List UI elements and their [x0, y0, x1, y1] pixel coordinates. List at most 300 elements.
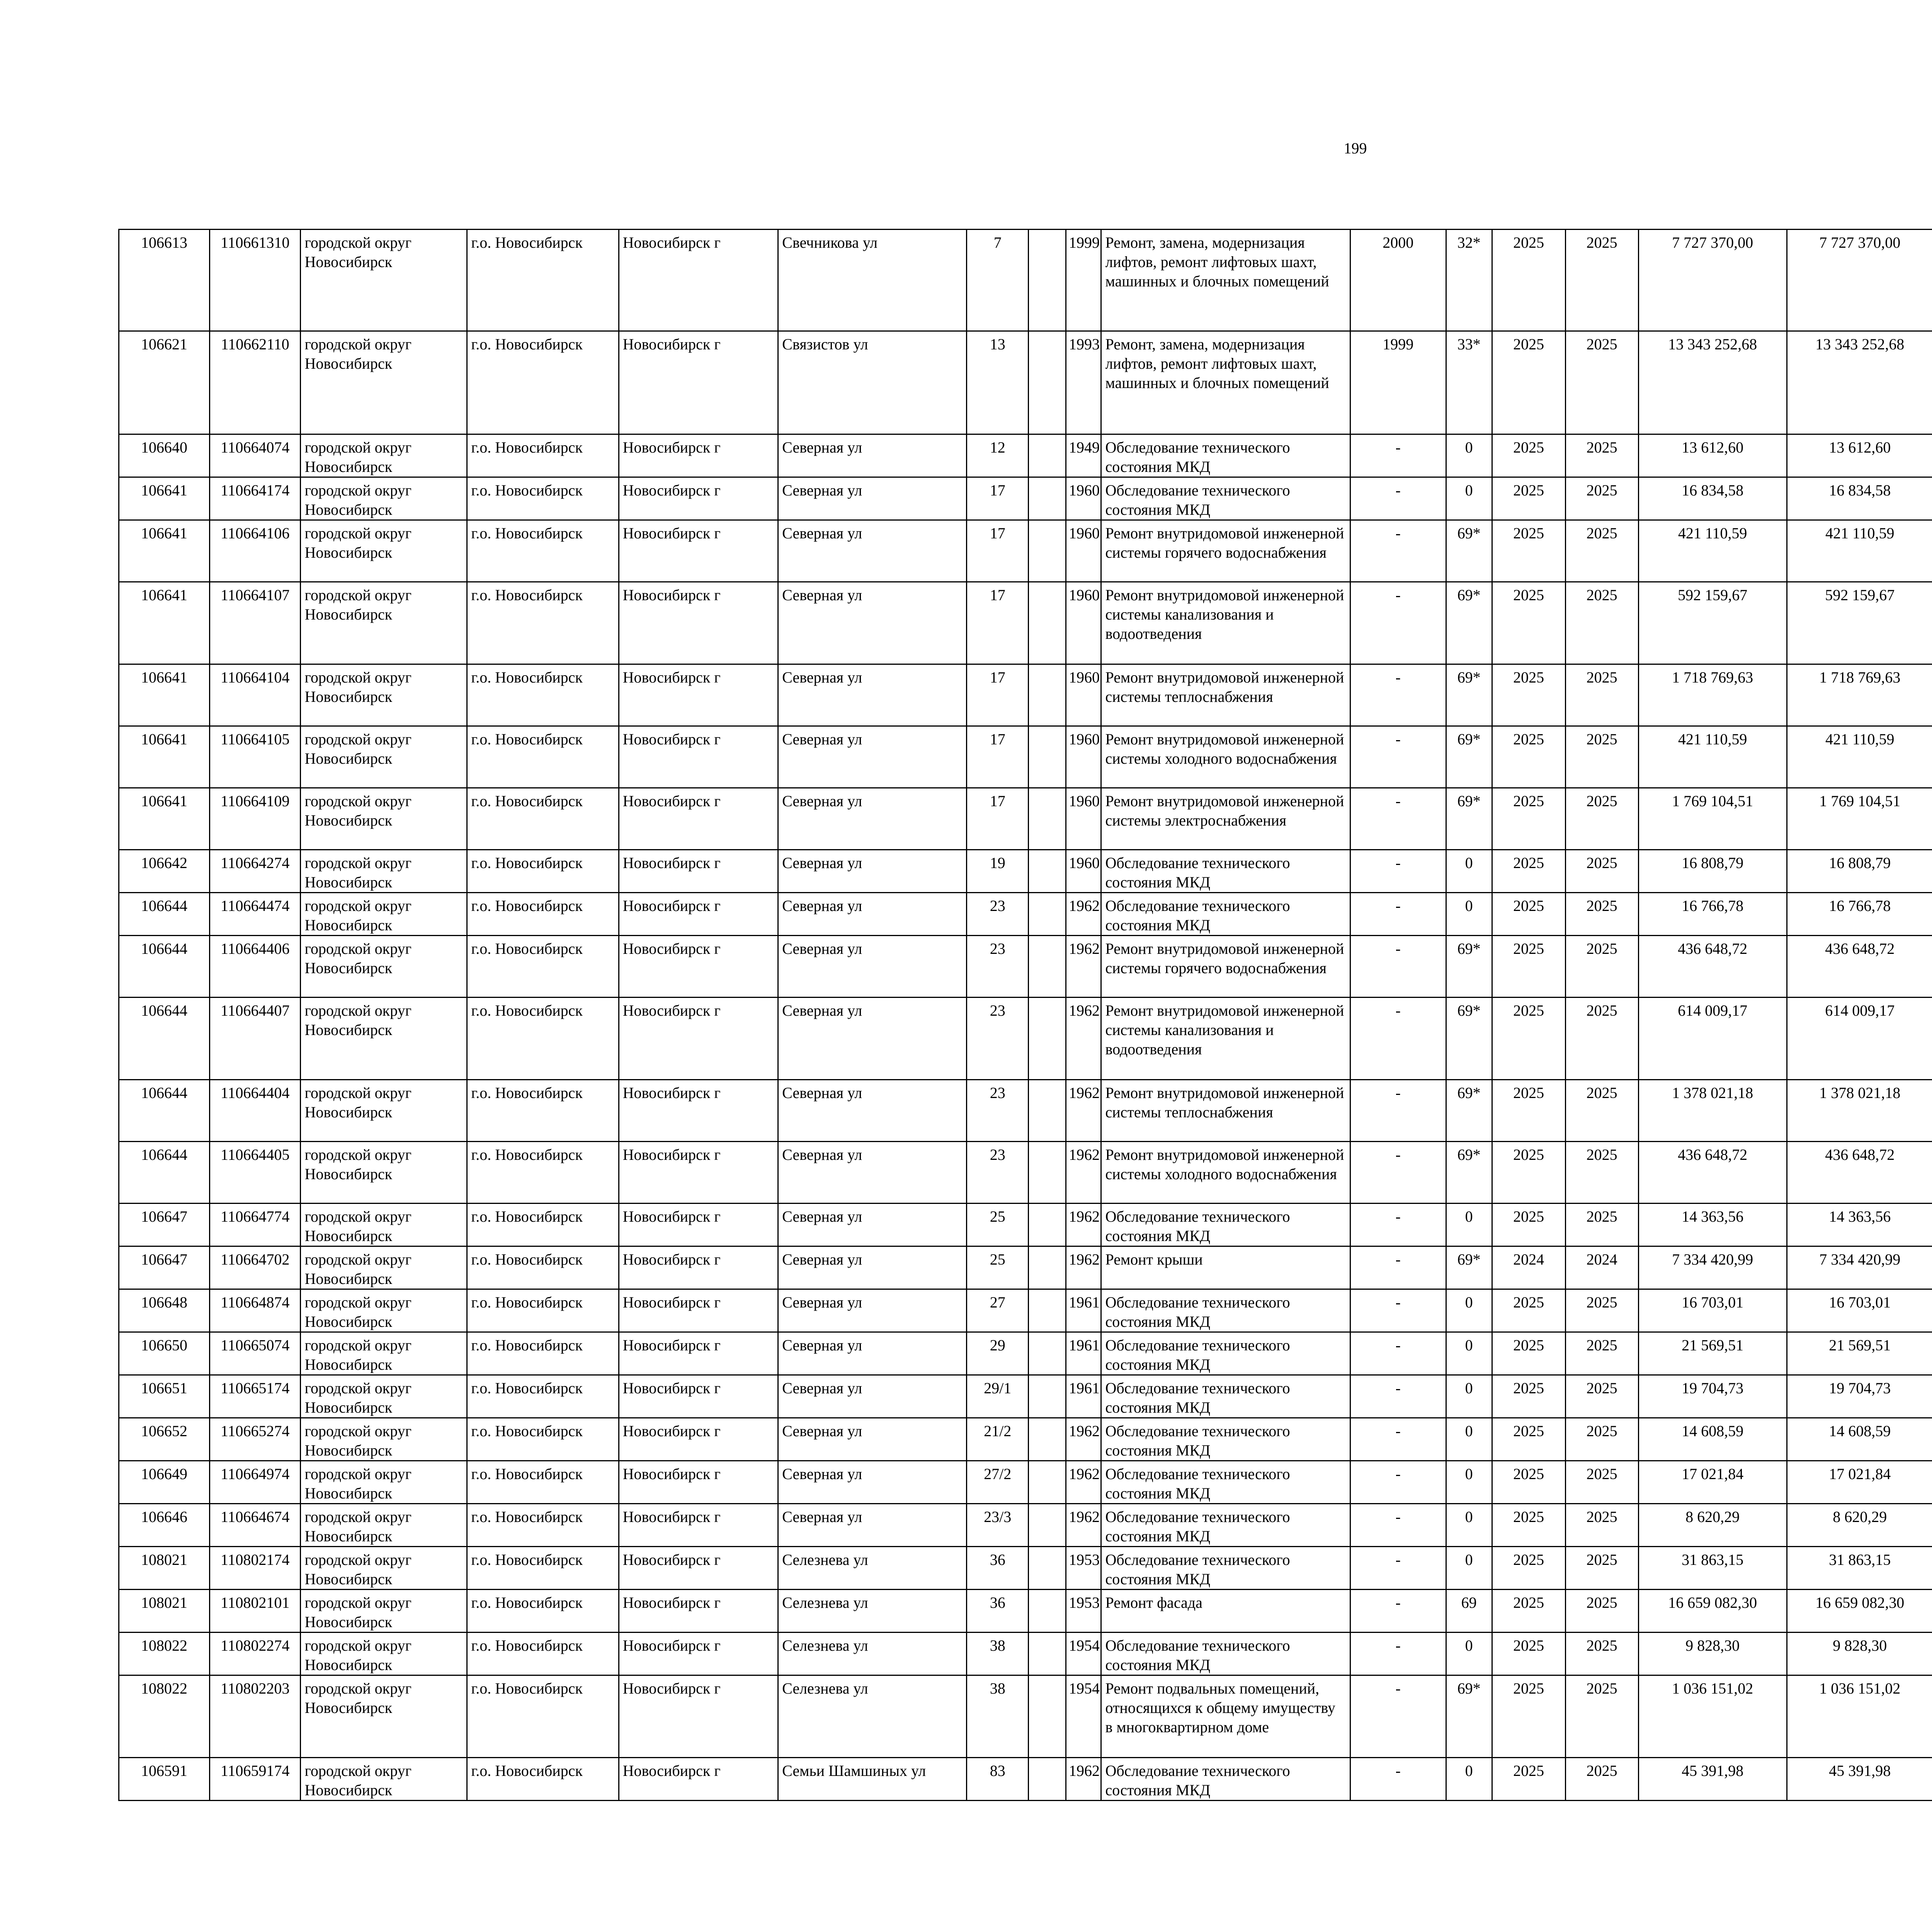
cell-house-number: 23: [966, 1142, 1029, 1204]
cell-corpus: [1029, 230, 1066, 331]
cell-work-type: Обследование технического состояния МКД: [1101, 1332, 1350, 1375]
cell-plan-year-start: 2025: [1492, 331, 1565, 434]
cell-house-number: 12: [966, 434, 1029, 477]
cell-build-year: 1954: [1066, 1675, 1101, 1758]
cell-locality: Новосибирск г: [619, 1675, 778, 1758]
cell-lift-commissioning-year: -: [1350, 1204, 1446, 1246]
cell-total-cost: 16 766,78: [1638, 893, 1787, 936]
cell-locality: Новосибирск г: [619, 520, 778, 582]
cell-house-number: 7: [966, 230, 1029, 331]
cell-work-type: Ремонт внутридомовой инженерной системы горячего водоснабжения: [1101, 520, 1350, 582]
cell-locality: Новосибирск г: [619, 1504, 778, 1547]
cell-fund-cost: 8 620,29: [1787, 1504, 1932, 1547]
cell-street: Северная ул: [778, 726, 967, 788]
cell-locality: Новосибирск г: [619, 434, 778, 477]
cell-build-year: 1962: [1066, 1142, 1101, 1204]
cell-corpus: [1029, 434, 1066, 477]
cell-work-code: 110802101: [209, 1590, 301, 1633]
cell-work-code: 110665174: [209, 1375, 301, 1418]
cell-house-number: 23: [966, 998, 1029, 1080]
cell-wear-percent: 0: [1446, 477, 1492, 520]
cell-work-type: Обследование технического состояния МКД: [1101, 1504, 1350, 1547]
cell-municipality: г.о. Новосибирск: [467, 1246, 619, 1289]
cell-build-year: 1960: [1066, 850, 1101, 893]
cell-corpus: [1029, 936, 1066, 998]
cell-corpus: [1029, 1418, 1066, 1461]
cell-street: Северная ул: [778, 936, 967, 998]
cell-plan-year-end: 2025: [1565, 1461, 1638, 1504]
cell-total-cost: 16 808,79: [1638, 850, 1787, 893]
cell-street: Северная ул: [778, 893, 967, 936]
cell-municipal-district: городской округ Новосибирск: [301, 788, 467, 850]
cell-corpus: [1029, 520, 1066, 582]
cell-municipal-district: городской округ Новосибирск: [301, 850, 467, 893]
cell-work-type: Обследование технического состояния МКД: [1101, 1461, 1350, 1504]
cell-plan-year-start: 2025: [1492, 664, 1565, 726]
cell-locality: Новосибирск г: [619, 1080, 778, 1142]
table-row: [119, 1461, 1932, 1504]
cell-plan-year-start: 2025: [1492, 1332, 1565, 1375]
table-row: [119, 936, 1932, 998]
cell-build-year: 1962: [1066, 1461, 1101, 1504]
table-row: [119, 1758, 1932, 1801]
cell-plan-year-end: 2025: [1565, 788, 1638, 850]
cell-plan-year-end: 2025: [1565, 1375, 1638, 1418]
cell-corpus: [1029, 788, 1066, 850]
cell-work-code: 110664107: [209, 582, 301, 664]
cell-plan-year-start: 2025: [1492, 520, 1565, 582]
cell-plan-year-end: 2025: [1565, 1590, 1638, 1633]
cell-fund-cost: 1 036 151,02: [1787, 1675, 1932, 1758]
cell-object-id: 106641: [119, 520, 210, 582]
cell-fund-cost: 592 159,67: [1787, 582, 1932, 664]
cell-build-year: 1962: [1066, 1246, 1101, 1289]
cell-wear-percent: 69*: [1446, 998, 1492, 1080]
cell-plan-year-end: 2025: [1565, 331, 1638, 434]
cell-build-year: 1962: [1066, 1080, 1101, 1142]
cell-work-type: Ремонт подвальных помещений, относящихся к общему имуществу в многоквартирном доме: [1101, 1675, 1350, 1758]
cell-object-id: 106648: [119, 1289, 210, 1332]
cell-plan-year-end: 2025: [1565, 1675, 1638, 1758]
cell-plan-year-end: 2025: [1565, 1080, 1638, 1142]
cell-fund-cost: 421 110,59: [1787, 726, 1932, 788]
cell-lift-commissioning-year: -: [1350, 1080, 1446, 1142]
cell-corpus: [1029, 1246, 1066, 1289]
cell-work-type: Ремонт, замена, модернизация лифтов, ремонт лифтовых шахт, машинных и блочных помещений: [1101, 331, 1350, 434]
cell-object-id: 106641: [119, 582, 210, 664]
cell-plan-year-start: 2025: [1492, 1375, 1565, 1418]
cell-fund-cost: 17 021,84: [1787, 1461, 1932, 1504]
cell-wear-percent: 0: [1446, 1758, 1492, 1801]
table-row: [119, 1590, 1932, 1633]
cell-lift-commissioning-year: 2000: [1350, 230, 1446, 331]
cell-municipality: г.о. Новосибирск: [467, 1080, 619, 1142]
table-row: [119, 664, 1932, 726]
cell-plan-year-start: 2025: [1492, 1204, 1565, 1246]
table-row: [119, 1080, 1932, 1142]
cell-build-year: 1993: [1066, 331, 1101, 434]
cell-plan-year-start: 2024: [1492, 1246, 1565, 1289]
cell-lift-commissioning-year: -: [1350, 1246, 1446, 1289]
table-row: [119, 434, 1932, 477]
cell-house-number: 25: [966, 1204, 1029, 1246]
cell-fund-cost: 16 659 082,30: [1787, 1590, 1932, 1633]
cell-build-year: 1949: [1066, 434, 1101, 477]
cell-lift-commissioning-year: -: [1350, 1758, 1446, 1801]
cell-work-code: 110664109: [209, 788, 301, 850]
cell-lift-commissioning-year: -: [1350, 1633, 1446, 1675]
cell-total-cost: 1 378 021,18: [1638, 1080, 1787, 1142]
cell-wear-percent: 69*: [1446, 1246, 1492, 1289]
cell-build-year: 1962: [1066, 893, 1101, 936]
cell-work-type: Ремонт крыши: [1101, 1246, 1350, 1289]
cell-house-number: 29/1: [966, 1375, 1029, 1418]
cell-locality: Новосибирск г: [619, 893, 778, 936]
cell-work-type: Ремонт внутридомовой инженерной системы электроснабжения: [1101, 788, 1350, 850]
cell-plan-year-start: 2025: [1492, 1418, 1565, 1461]
cell-municipal-district: городской округ Новосибирск: [301, 1504, 467, 1547]
cell-corpus: [1029, 664, 1066, 726]
cell-build-year: 1999: [1066, 230, 1101, 331]
cell-municipality: г.о. Новосибирск: [467, 936, 619, 998]
cell-fund-cost: 16 834,58: [1787, 477, 1932, 520]
cell-plan-year-end: 2025: [1565, 893, 1638, 936]
cell-house-number: 25: [966, 1246, 1029, 1289]
cell-plan-year-end: 2025: [1565, 936, 1638, 998]
cell-municipality: г.о. Новосибирск: [467, 726, 619, 788]
cell-plan-year-end: 2025: [1565, 850, 1638, 893]
cell-wear-percent: 0: [1446, 1332, 1492, 1375]
cell-wear-percent: 69*: [1446, 1080, 1492, 1142]
cell-corpus: [1029, 477, 1066, 520]
cell-street: Северная ул: [778, 434, 967, 477]
cell-fund-cost: 13 612,60: [1787, 434, 1932, 477]
cell-lift-commissioning-year: -: [1350, 434, 1446, 477]
cell-plan-year-end: 2025: [1565, 1758, 1638, 1801]
cell-total-cost: 14 363,56: [1638, 1204, 1787, 1246]
cell-municipal-district: городской округ Новосибирск: [301, 1080, 467, 1142]
cell-work-code: 110664974: [209, 1461, 301, 1504]
cell-municipal-district: городской округ Новосибирск: [301, 1418, 467, 1461]
cell-work-type: Обследование технического состояния МКД: [1101, 1758, 1350, 1801]
cell-fund-cost: 19 704,73: [1787, 1375, 1932, 1418]
cell-corpus: [1029, 1758, 1066, 1801]
cell-wear-percent: 0: [1446, 893, 1492, 936]
cell-locality: Новосибирск г: [619, 230, 778, 331]
cell-plan-year-start: 2025: [1492, 1504, 1565, 1547]
cell-municipality: г.о. Новосибирск: [467, 664, 619, 726]
cell-object-id: 106641: [119, 477, 210, 520]
cell-plan-year-end: 2025: [1565, 1204, 1638, 1246]
cell-fund-cost: 45 391,98: [1787, 1758, 1932, 1801]
cell-lift-commissioning-year: -: [1350, 664, 1446, 726]
cell-plan-year-start: 2025: [1492, 936, 1565, 998]
cell-object-id: 106651: [119, 1375, 210, 1418]
cell-plan-year-start: 2025: [1492, 230, 1565, 331]
table-row: [119, 477, 1932, 520]
cell-work-type: Обследование технического состояния МКД: [1101, 1289, 1350, 1332]
cell-work-type: Обследование технического состояния МКД: [1101, 477, 1350, 520]
cell-house-number: 23/3: [966, 1504, 1029, 1547]
table-row: [119, 893, 1932, 936]
cell-plan-year-start: 2025: [1492, 1080, 1565, 1142]
cell-lift-commissioning-year: 1999: [1350, 331, 1446, 434]
cell-street: Селезнева ул: [778, 1675, 967, 1758]
cell-work-type: Ремонт внутридомовой инженерной системы холодного водоснабжения: [1101, 726, 1350, 788]
cell-municipality: г.о. Новосибирск: [467, 850, 619, 893]
cell-fund-cost: 16 808,79: [1787, 850, 1932, 893]
cell-plan-year-start: 2025: [1492, 1142, 1565, 1204]
cell-work-code: 110664274: [209, 850, 301, 893]
table-row: [119, 1289, 1932, 1332]
cell-wear-percent: 69*: [1446, 582, 1492, 664]
cell-work-code: 110664174: [209, 477, 301, 520]
cell-locality: Новосибирск г: [619, 850, 778, 893]
cell-corpus: [1029, 1590, 1066, 1633]
cell-plan-year-start: 2025: [1492, 1633, 1565, 1675]
cell-municipality: г.о. Новосибирск: [467, 1375, 619, 1418]
cell-street: Северная ул: [778, 582, 967, 664]
cell-house-number: 21/2: [966, 1418, 1029, 1461]
cell-total-cost: 9 828,30: [1638, 1633, 1787, 1675]
table-row: [119, 230, 1932, 331]
cell-plan-year-end: 2025: [1565, 1332, 1638, 1375]
cell-plan-year-end: 2025: [1565, 477, 1638, 520]
cell-object-id: 106641: [119, 664, 210, 726]
cell-lift-commissioning-year: -: [1350, 1675, 1446, 1758]
cell-build-year: 1960: [1066, 664, 1101, 726]
cell-street: Северная ул: [778, 850, 967, 893]
cell-house-number: 13: [966, 331, 1029, 434]
cell-corpus: [1029, 726, 1066, 788]
cell-fund-cost: 1 769 104,51: [1787, 788, 1932, 850]
cell-municipality: г.о. Новосибирск: [467, 1142, 619, 1204]
cell-wear-percent: 69*: [1446, 520, 1492, 582]
cell-locality: Новосибирск г: [619, 1418, 778, 1461]
cell-work-code: 110665274: [209, 1418, 301, 1461]
cell-total-cost: 21 569,51: [1638, 1332, 1787, 1375]
cell-fund-cost: 436 648,72: [1787, 1142, 1932, 1204]
cell-total-cost: 16 659 082,30: [1638, 1590, 1787, 1633]
cell-work-type: Обследование технического состояния МКД: [1101, 893, 1350, 936]
cell-build-year: 1961: [1066, 1289, 1101, 1332]
cell-locality: Новосибирск г: [619, 1246, 778, 1289]
cell-corpus: [1029, 893, 1066, 936]
cell-object-id: 106642: [119, 850, 210, 893]
cell-wear-percent: 69: [1446, 1590, 1492, 1633]
cell-municipal-district: городской округ Новосибирск: [301, 1547, 467, 1590]
cell-lift-commissioning-year: -: [1350, 582, 1446, 664]
cell-plan-year-end: 2025: [1565, 1418, 1638, 1461]
cell-plan-year-start: 2025: [1492, 477, 1565, 520]
table-row: [119, 1504, 1932, 1547]
cell-work-code: 110802174: [209, 1547, 301, 1590]
cell-fund-cost: 16 703,01: [1787, 1289, 1932, 1332]
cell-street: Северная ул: [778, 998, 967, 1080]
cell-object-id: 108021: [119, 1590, 210, 1633]
cell-work-code: 110664874: [209, 1289, 301, 1332]
cell-street: Северная ул: [778, 1246, 967, 1289]
cell-total-cost: 14 608,59: [1638, 1418, 1787, 1461]
cell-plan-year-start: 2025: [1492, 850, 1565, 893]
cell-work-type: Обследование технического состояния МКД: [1101, 1204, 1350, 1246]
cell-work-code: 110802203: [209, 1675, 301, 1758]
cell-locality: Новосибирск г: [619, 1758, 778, 1801]
cell-street: Северная ул: [778, 1289, 967, 1332]
cell-house-number: 38: [966, 1675, 1029, 1758]
cell-corpus: [1029, 998, 1066, 1080]
cell-corpus: [1029, 1675, 1066, 1758]
table-row: [119, 1142, 1932, 1204]
cell-total-cost: 436 648,72: [1638, 936, 1787, 998]
cell-plan-year-end: 2025: [1565, 998, 1638, 1080]
table-row: [119, 1204, 1932, 1246]
table-row: [119, 850, 1932, 893]
cell-wear-percent: 0: [1446, 1289, 1492, 1332]
cell-total-cost: 19 704,73: [1638, 1375, 1787, 1418]
cell-work-code: 110664104: [209, 664, 301, 726]
cell-plan-year-start: 2025: [1492, 1461, 1565, 1504]
cell-municipal-district: городской округ Новосибирск: [301, 434, 467, 477]
cell-work-code: 110661310: [209, 230, 301, 331]
cell-fund-cost: 7 727 370,00: [1787, 230, 1932, 331]
cell-object-id: 106644: [119, 998, 210, 1080]
cell-lift-commissioning-year: -: [1350, 1504, 1446, 1547]
cell-municipal-district: городской округ Новосибирск: [301, 230, 467, 331]
cell-plan-year-start: 2025: [1492, 893, 1565, 936]
cell-build-year: 1954: [1066, 1633, 1101, 1675]
cell-lift-commissioning-year: -: [1350, 1418, 1446, 1461]
cell-plan-year-end: 2025: [1565, 434, 1638, 477]
cell-fund-cost: 14 608,59: [1787, 1418, 1932, 1461]
cell-total-cost: 16 703,01: [1638, 1289, 1787, 1332]
cell-municipal-district: городской округ Новосибирск: [301, 1375, 467, 1418]
cell-lift-commissioning-year: -: [1350, 788, 1446, 850]
cell-wear-percent: 69*: [1446, 726, 1492, 788]
cell-locality: Новосибирск г: [619, 331, 778, 434]
cell-object-id: 108022: [119, 1675, 210, 1758]
cell-total-cost: 7 727 370,00: [1638, 230, 1787, 331]
cell-build-year: 1962: [1066, 1504, 1101, 1547]
cell-total-cost: 436 648,72: [1638, 1142, 1787, 1204]
cell-house-number: 17: [966, 520, 1029, 582]
cell-locality: Новосибирск г: [619, 1375, 778, 1418]
cell-corpus: [1029, 1375, 1066, 1418]
cell-object-id: 106641: [119, 788, 210, 850]
cell-street: Северная ул: [778, 664, 967, 726]
cell-total-cost: 31 863,15: [1638, 1547, 1787, 1590]
cell-object-id: 106650: [119, 1332, 210, 1375]
cell-street: Северная ул: [778, 1504, 967, 1547]
cell-municipal-district: городской округ Новосибирск: [301, 893, 467, 936]
cell-fund-cost: 16 766,78: [1787, 893, 1932, 936]
cell-municipality: г.о. Новосибирск: [467, 434, 619, 477]
cell-corpus: [1029, 1142, 1066, 1204]
cell-plan-year-end: 2025: [1565, 1142, 1638, 1204]
cell-work-type: Ремонт внутридомовой инженерной системы канализования и водоотведения: [1101, 582, 1350, 664]
cell-wear-percent: 33*: [1446, 331, 1492, 434]
cell-work-code: 110664406: [209, 936, 301, 998]
cell-municipal-district: городской округ Новосибирск: [301, 1461, 467, 1504]
cell-work-code: 110664407: [209, 998, 301, 1080]
cell-plan-year-end: 2025: [1565, 582, 1638, 664]
cell-build-year: 1962: [1066, 1418, 1101, 1461]
cell-work-code: 110665074: [209, 1332, 301, 1375]
cell-house-number: 23: [966, 1080, 1029, 1142]
cell-work-code: 110664106: [209, 520, 301, 582]
cell-plan-year-end: 2025: [1565, 1289, 1638, 1332]
cell-total-cost: 421 110,59: [1638, 726, 1787, 788]
cell-total-cost: 45 391,98: [1638, 1758, 1787, 1801]
cell-house-number: 17: [966, 477, 1029, 520]
table-row: [119, 1246, 1932, 1289]
cell-house-number: 23: [966, 936, 1029, 998]
cell-work-type: Обследование технического состояния МКД: [1101, 850, 1350, 893]
cell-build-year: 1962: [1066, 998, 1101, 1080]
cell-municipal-district: городской округ Новосибирск: [301, 936, 467, 998]
cell-plan-year-end: 2025: [1565, 1504, 1638, 1547]
cell-plan-year-end: 2025: [1565, 1633, 1638, 1675]
cell-municipality: г.о. Новосибирск: [467, 1758, 619, 1801]
cell-street: Северная ул: [778, 1204, 967, 1246]
cell-municipal-district: городской округ Новосибирск: [301, 1204, 467, 1246]
cell-corpus: [1029, 1461, 1066, 1504]
cell-work-code: 110664074: [209, 434, 301, 477]
cell-locality: Новосибирск г: [619, 726, 778, 788]
cell-work-type: Ремонт внутридомовой инженерной системы теплоснабжения: [1101, 664, 1350, 726]
cell-municipal-district: городской округ Новосибирск: [301, 582, 467, 664]
cell-work-code: 110664404: [209, 1080, 301, 1142]
cell-municipal-district: городской округ Новосибирск: [301, 1675, 467, 1758]
cell-work-type: Обследование технического состояния МКД: [1101, 1547, 1350, 1590]
cell-house-number: 83: [966, 1758, 1029, 1801]
cell-total-cost: 16 834,58: [1638, 477, 1787, 520]
table-row: [119, 331, 1932, 434]
cell-object-id: 106646: [119, 1504, 210, 1547]
cell-house-number: 36: [966, 1590, 1029, 1633]
cell-work-type: Ремонт, замена, модернизация лифтов, ремонт лифтовых шахт, машинных и блочных помещений: [1101, 230, 1350, 331]
cell-wear-percent: 0: [1446, 434, 1492, 477]
cell-municipal-district: городской округ Новосибирск: [301, 477, 467, 520]
cell-house-number: 17: [966, 726, 1029, 788]
cell-municipal-district: городской округ Новосибирск: [301, 331, 467, 434]
cell-plan-year-end: 2025: [1565, 230, 1638, 331]
cell-corpus: [1029, 582, 1066, 664]
cell-plan-year-start: 2025: [1492, 726, 1565, 788]
cell-house-number: 27: [966, 1289, 1029, 1332]
cell-street: Северная ул: [778, 1375, 967, 1418]
cell-object-id: 106621: [119, 331, 210, 434]
cell-street: Северная ул: [778, 1332, 967, 1375]
cell-locality: Новосибирск г: [619, 477, 778, 520]
cell-wear-percent: 0: [1446, 1461, 1492, 1504]
cell-object-id: 106644: [119, 936, 210, 998]
cell-plan-year-end: 2025: [1565, 664, 1638, 726]
cell-fund-cost: 436 648,72: [1787, 936, 1932, 998]
cell-lift-commissioning-year: -: [1350, 1142, 1446, 1204]
cell-build-year: 1960: [1066, 477, 1101, 520]
cell-lift-commissioning-year: -: [1350, 1590, 1446, 1633]
cell-object-id: 106647: [119, 1204, 210, 1246]
cell-build-year: 1960: [1066, 726, 1101, 788]
cell-house-number: 23: [966, 893, 1029, 936]
cell-house-number: 17: [966, 788, 1029, 850]
cell-build-year: 1962: [1066, 936, 1101, 998]
cell-house-number: 17: [966, 664, 1029, 726]
cell-fund-cost: 1 378 021,18: [1787, 1080, 1932, 1142]
cell-work-code: 110664702: [209, 1246, 301, 1289]
cell-lift-commissioning-year: -: [1350, 1461, 1446, 1504]
